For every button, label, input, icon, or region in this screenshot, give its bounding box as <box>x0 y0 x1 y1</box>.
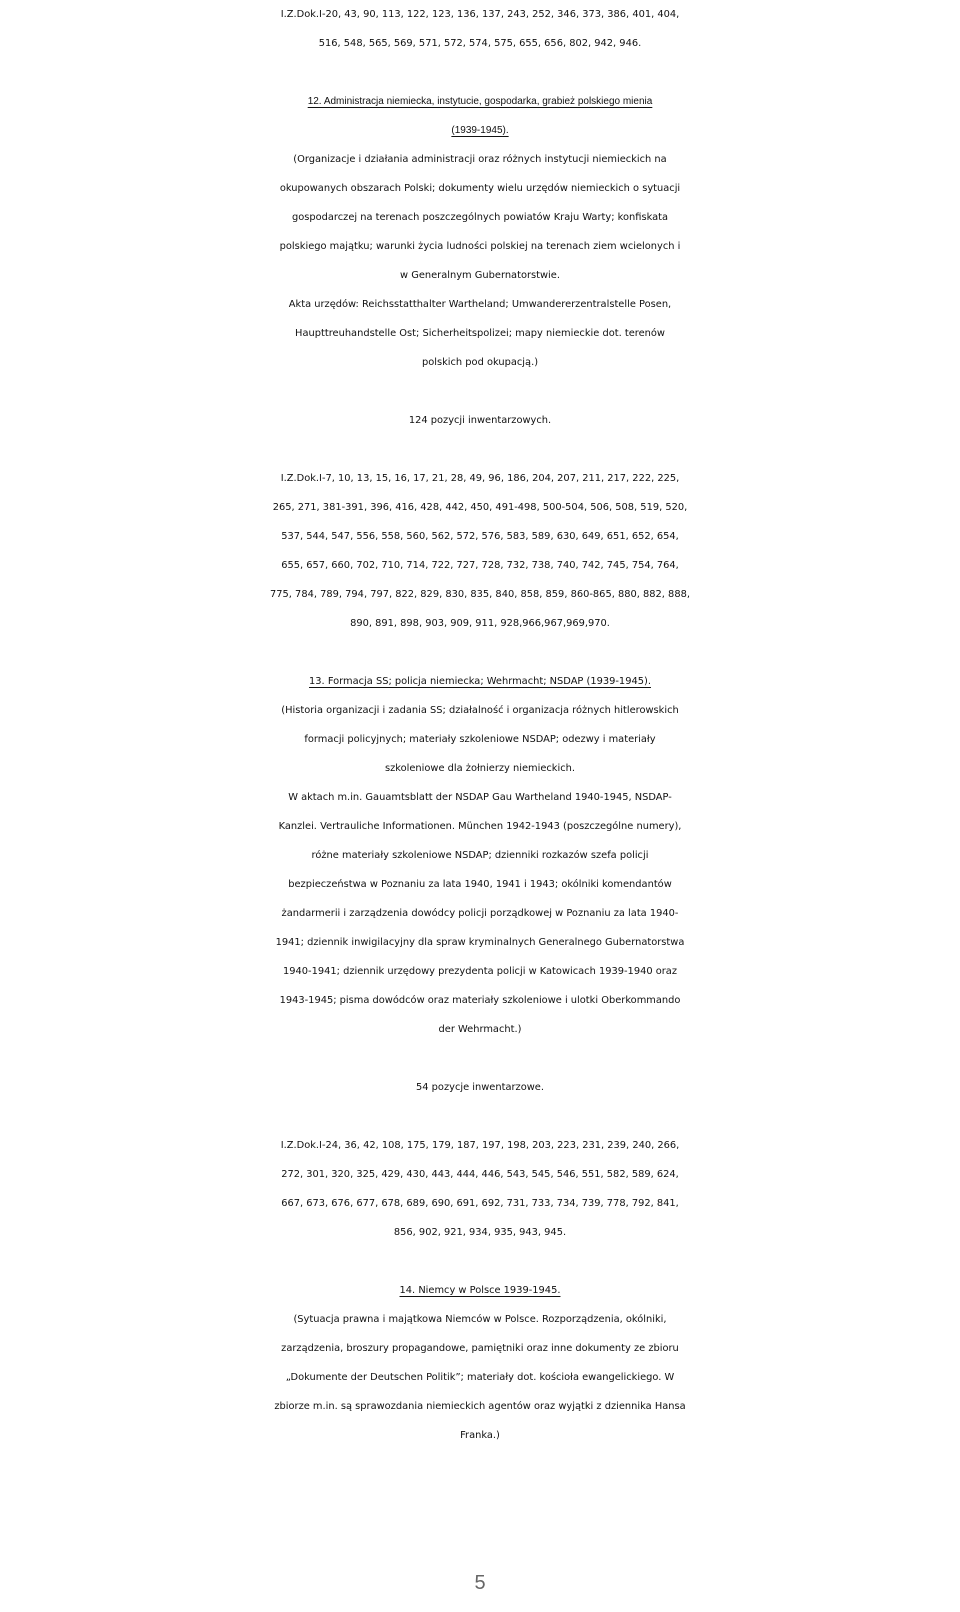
signature-line: 516, 548, 565, 569, 571, 572, 574, 575, 655, 656, 802, 942, 946. <box>318 38 642 49</box>
description-line: Akta urzędów: Reichsstatthalter Wartheland; Umwandererzentralstelle Posen, <box>288 299 672 310</box>
signature-line: 667, 673, 676, 677, 678, 689, 690, 691, 692, 731, 733, 734, 739, 778, 792, 841, <box>281 1198 679 1209</box>
signature-line: 272, 301, 320, 325, 429, 430, 443, 444, 446, 543, 545, 546, 551, 582, 589, 624, <box>281 1169 679 1180</box>
description-line: w Generalnym Gubernatorstwie. <box>400 270 560 281</box>
section-heading: 12. Administracja niemiecka, instytucie, gospodarka, grabież polskiego mienia <box>307 96 653 107</box>
description-line: zbiorze m.in. są sprawozdania niemieckich agentów oraz wyjątki z dziennika Hansa <box>274 1401 686 1412</box>
section-heading: 14. Niemcy w Polsce 1939-1945. <box>399 1285 561 1296</box>
description-line: zarządzenia, broszury propagandowe, pamiętniki oraz inne dokumenty ze zbioru <box>281 1343 679 1354</box>
signature-line: 655, 657, 660, 702, 710, 714, 722, 727, 728, 732, 738, 740, 742, 745, 754, 764, <box>281 560 679 571</box>
signature-line: 890, 891, 898, 903, 909, 911, 928,966,967,969,970. <box>350 618 610 629</box>
section-heading: 13. Formacja SS; policja niemiecka; Wehrmacht; NSDAP (1939-1945). <box>309 676 651 687</box>
description-line: gospodarczej na terenach poszczególnych powiatów Kraju Warty; konfiskata <box>291 212 669 223</box>
description-line: 1940-1941; dziennik urzędowy prezydenta policji w Katowicach 1939-1940 oraz <box>282 966 678 977</box>
description-line: (Historia organizacji i zadania SS; działalność i organizacja różnych hitlerowskich <box>281 705 679 716</box>
description-line: okupowanych obszarach Polski; dokumenty wielu urzędów niemieckich o sytuacji <box>279 183 681 194</box>
signature-line: 856, 902, 921, 934, 935, 943, 945. <box>393 1227 567 1238</box>
description-line: (Organizacje i działania administracji oraz różnych instytucji niemieckich na <box>293 154 667 165</box>
description-line: polskich pod okupacją.) <box>421 357 539 368</box>
signature-line: 537, 544, 547, 556, 558, 560, 562, 572, 576, 583, 589, 630, 649, 651, 652, 654, <box>281 531 679 542</box>
description-line: Kanzlei. Vertrauliche Informationen. München 1942-1943 (poszczególne numery), <box>278 821 682 832</box>
signature-line: 775, 784, 789, 794, 797, 822, 829, 830, 835, 840, 858, 859, 860-865, 880, 882, 888, <box>270 589 690 600</box>
description-line: 1941; dziennik inwigilacyjny dla spraw kryminalnych Generalnego Gubernatorstwa <box>275 937 685 948</box>
signature-line: I.Z.Dok.I-20, 43, 90, 113, 122, 123, 136, 137, 243, 252, 346, 373, 386, 401, 404, <box>280 9 680 20</box>
description-line: bezpieczeństwa w Poznaniu za lata 1940, 1941 i 1943; okólniki komendantów <box>288 879 672 890</box>
description-line: 1943-1945; pisma dowódców oraz materiały szkoleniowe i ulotki Oberkommando <box>279 995 681 1006</box>
description-line: der Wehrmacht.) <box>438 1024 522 1035</box>
description-line: żandarmerii i zarządzenia dowódcy policji porządkowej w Poznaniu za lata 1940- <box>281 908 679 919</box>
description-line: szkoleniowe dla żołnierzy niemieckich. <box>384 763 576 774</box>
section-heading: (1939-1945). <box>451 125 509 136</box>
description-line: Franka.) <box>460 1430 500 1441</box>
description-line: „Dokumente der Deutschen Politik”; materiały dot. kościoła ewangelickiego. W <box>285 1372 675 1383</box>
page-number: 5 <box>474 1572 486 1594</box>
signature-line: 265, 271, 381-391, 396, 416, 428, 442, 450, 491-498, 500-504, 506, 508, 519, 520, <box>272 502 688 513</box>
signature-line: I.Z.Dok.I-24, 36, 42, 108, 175, 179, 187, 197, 198, 203, 223, 231, 239, 240, 266, <box>280 1140 680 1151</box>
inventory-count: 54 pozycje inwentarzowe. <box>416 1082 544 1093</box>
description-line: polskiego majątku; warunki życia ludności polskiej na terenach ziem wcielonych i <box>279 241 681 252</box>
signature-line: I.Z.Dok.I-7, 10, 13, 15, 16, 17, 21, 28, 49, 96, 186, 204, 207, 211, 217, 222, 225, <box>280 473 680 484</box>
inventory-count: 124 pozycji inwentarzowych. <box>408 415 552 426</box>
description-line: formacji policyjnych; materiały szkoleniowe NSDAP; odezwy i materiały <box>304 734 656 745</box>
description-line: różne materiały szkoleniowe NSDAP; dzienniki rozkazów szefa policji <box>311 850 649 861</box>
description-line: (Sytuacja prawna i majątkowa Niemców w Polsce. Rozporządzenia, okólniki, <box>293 1314 667 1325</box>
description-line: W aktach m.in. Gauamtsblatt der NSDAP Gau Wartheland 1940-1945, NSDAP- <box>288 792 672 803</box>
description-line: Haupttreuhandstelle Ost; Sicherheitspolizei; mapy niemieckie dot. terenów <box>295 328 665 339</box>
